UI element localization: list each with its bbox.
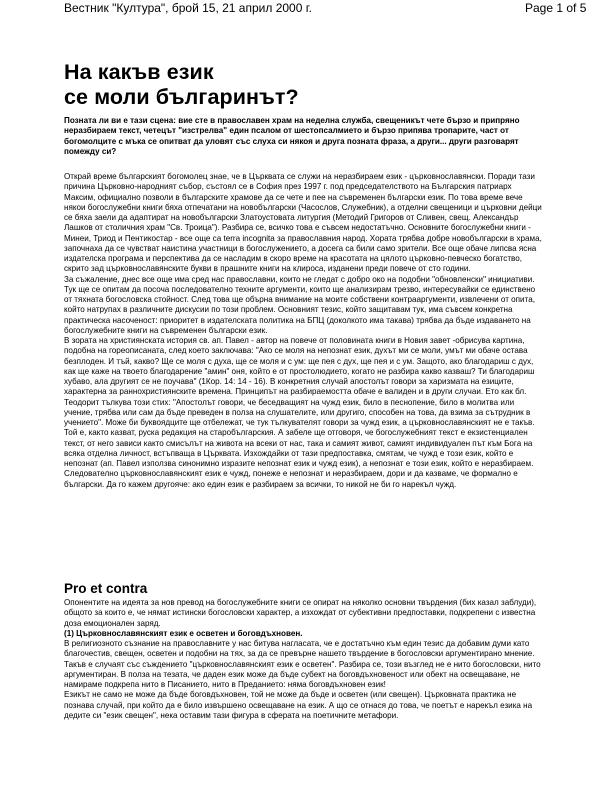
subheading-1: (1) Църковнославянският език е осветен и боговдъхновен.	[64, 628, 303, 638]
paragraph-4: Опонентите на идеята за нов превод на богослужебните книги се опират на няколко основни твърдения (бих казал заблуди), общото за които е, че нямат истински богословски характер, а изхождат от субективни предпоставки, подкрепени с известна доза емоционален заряд.	[64, 598, 537, 628]
paragraph-6: Езикът не само не може да бъде боговдъхновен, той не може да бъде и осветен (или свещен). Църковната практика не познава случай, при който да е било извършено освещаване на език. А що се отнася до това, че поетът е нарекъл езика на дедите си "език свещен", нека оставим тази фигура в сферата на поетичните метафори.	[64, 690, 533, 720]
section-body	[64, 598, 542, 721]
title-line-2: се моли българинът?	[64, 85, 299, 109]
paragraph-1: Открай време българският богомолец знае, че в Църквата се служи на неразбираем език - църковнославянски. Поради тази причина Църковно-народният събор, състоял се в София през 1997 г. под председателството на Българския патриарх Максим, официално позволи в българските храмове да се чете и пее на съвременен български език. По това време вече някои богослужебни книги бяха отпечатани на новобългарски (Часослов, Служебник), а отделни свещеници и църковни дейци се бяха заели да адаптират на новобългарски Златоустовата литургия (Методий Григоров от Сливен, свещ. Александър Лашков от столичния храм "Св. Троица"). Разбира се, всичко това е съвсем недостатъчно. Основните богослужебни книги - Минеи, Триод и Пентикостар - все още са terra incognita за православния народ. Хората трябва добре новобългарски в храма, започнаха да се чувстват наистина участници в богослужението, а досега са били само зрители. Все още обаче липсва ясна издателска програма и перспектива да се насладим в скоро време на красотата на цялото църковно-певческо богатство, скрито зад църковнославянските букви в прашните книги на клироса, изданени преди повече от сто години.	[64, 172, 542, 274]
publication-info: Вестник "Култура", брой 15, 21 април 2000 г.	[64, 1, 312, 15]
article-title	[64, 60, 524, 110]
paragraph-5: В религиозното съзнание на православните у нас битува нагласата, че е достатъчно към един тезис да добавим думи като благочестив, свещен, осветен и подобни на тях, за да се превърне нашето твърдение в богословски аргументирано мнение. Такъв е случаят със съждението "църковнославянският език е осветен". Разбира се, този възглед не е нито богословски, нито аргументиран. В полза на тезата, че даден език може да бъде субект на боговдъхновеност или обект на освещаване, не намираме подкрепа нито в Писанието, нито в Преданието: няма боговдъхновен език!	[64, 639, 541, 689]
paragraph-3: В зората на християнската история св. ап. Павел - автор на повече от половината книги в Новия завет -обрисува картина, подобна на гореописаната, след което заключава: "Ако се моля на непознат език, духът ми се моли, умът ми обаче остава безплоден. И тъй, какво? Ще се моля с духа, ще се моля и с ум: ще пея с дух, ще пея и с ум. Защото, ако благодариш с дух, как ще каже на твоето благодарение "амин" оня, който е от простолюдието, когато не разбира какво казваш? Ти благодариш хубаво, ала другият се не поучава" (1Кор. 14: 14 - 16). В конкретния случай апостолът говори за харизмата на езиците, характерна за раннохристиянските времена. Принципът на разбираемостта обаче е валиден и в други случаи. Ето как бл. Теодорит тълкува този стих: "Апостолът говори, че беседващият на чужд език, било в песнопение, било в молитва или учение, трябва или сам да бъде преведен в полза на слушателите, или другиго, способен на това, да взима за сътрудник в учението". Може би буквоядците ще отбележат, че тук тълкувателят говори за чужд език, а църковнославянският не е такъв. Той е, както казват, руска редакция на старобългарския. А забеле ще отговоря, че богослужебният текст е екзистенциален текст, от него зависи както смисълът на живота на всеки от нас, така и самият живот, самият индивидуален път към Бога на всяка отделна личност, встъпваща в Църквата. Изхождайки от тази предпоставка, смятам, че чужд е този език, който е непознат (ап. Павел използва синонимно изразите непознат език и чужд език), а непознат е този език, който е неразбираем. Следователно църковнославянският език е чужд, понеже е непознат и неразбираем, дори и да казваме, че формално е български. Да го кажем другояче: ако един език е разбираем за всички, то никой не би го нарекъл чужд.	[64, 336, 535, 489]
article-lead: Позната ли ви е тази сцена: вие сте в православен храм на неделна служба, свещеникът чете бързо и припряно неразбираем текст, четецът "изстрелва" един псалом от шестопсалмието и бързо припява тропарите, част от богомолците с мъка се опитват да уловят със слуха си някоя и друга позната фраза, а други... други разговарят помежду си?	[64, 116, 520, 156]
paragraph-2: За съжаление, днес все още има сред нас православни, които не гледат с добро око на подобни "обновленски" инициативи. Тук ще се опитам да посоча последователно техните аргументи, които ще анализирам трезво, интересувайки се единствено от тяхната богословска стойност. След това ще обърна внимание на моите собствени контрааргументи, извлечени от опита, който натрупах в различните дискусии по този проблем. Основният тезис, който защитавам тук, има съвсем конкретна практическа насоченост: приоритет в издателската политика на БПЦ (доколкото има такава) трябва да бъде издаването на богослужебните книги на съвременен български език.	[64, 274, 536, 335]
section-heading: Pro et contra	[64, 581, 148, 596]
article-body	[64, 172, 542, 490]
title-line-1: На какъв език	[64, 60, 214, 84]
page-number: Page 1 of 5	[525, 1, 587, 15]
page-header	[0, 0, 600, 16]
